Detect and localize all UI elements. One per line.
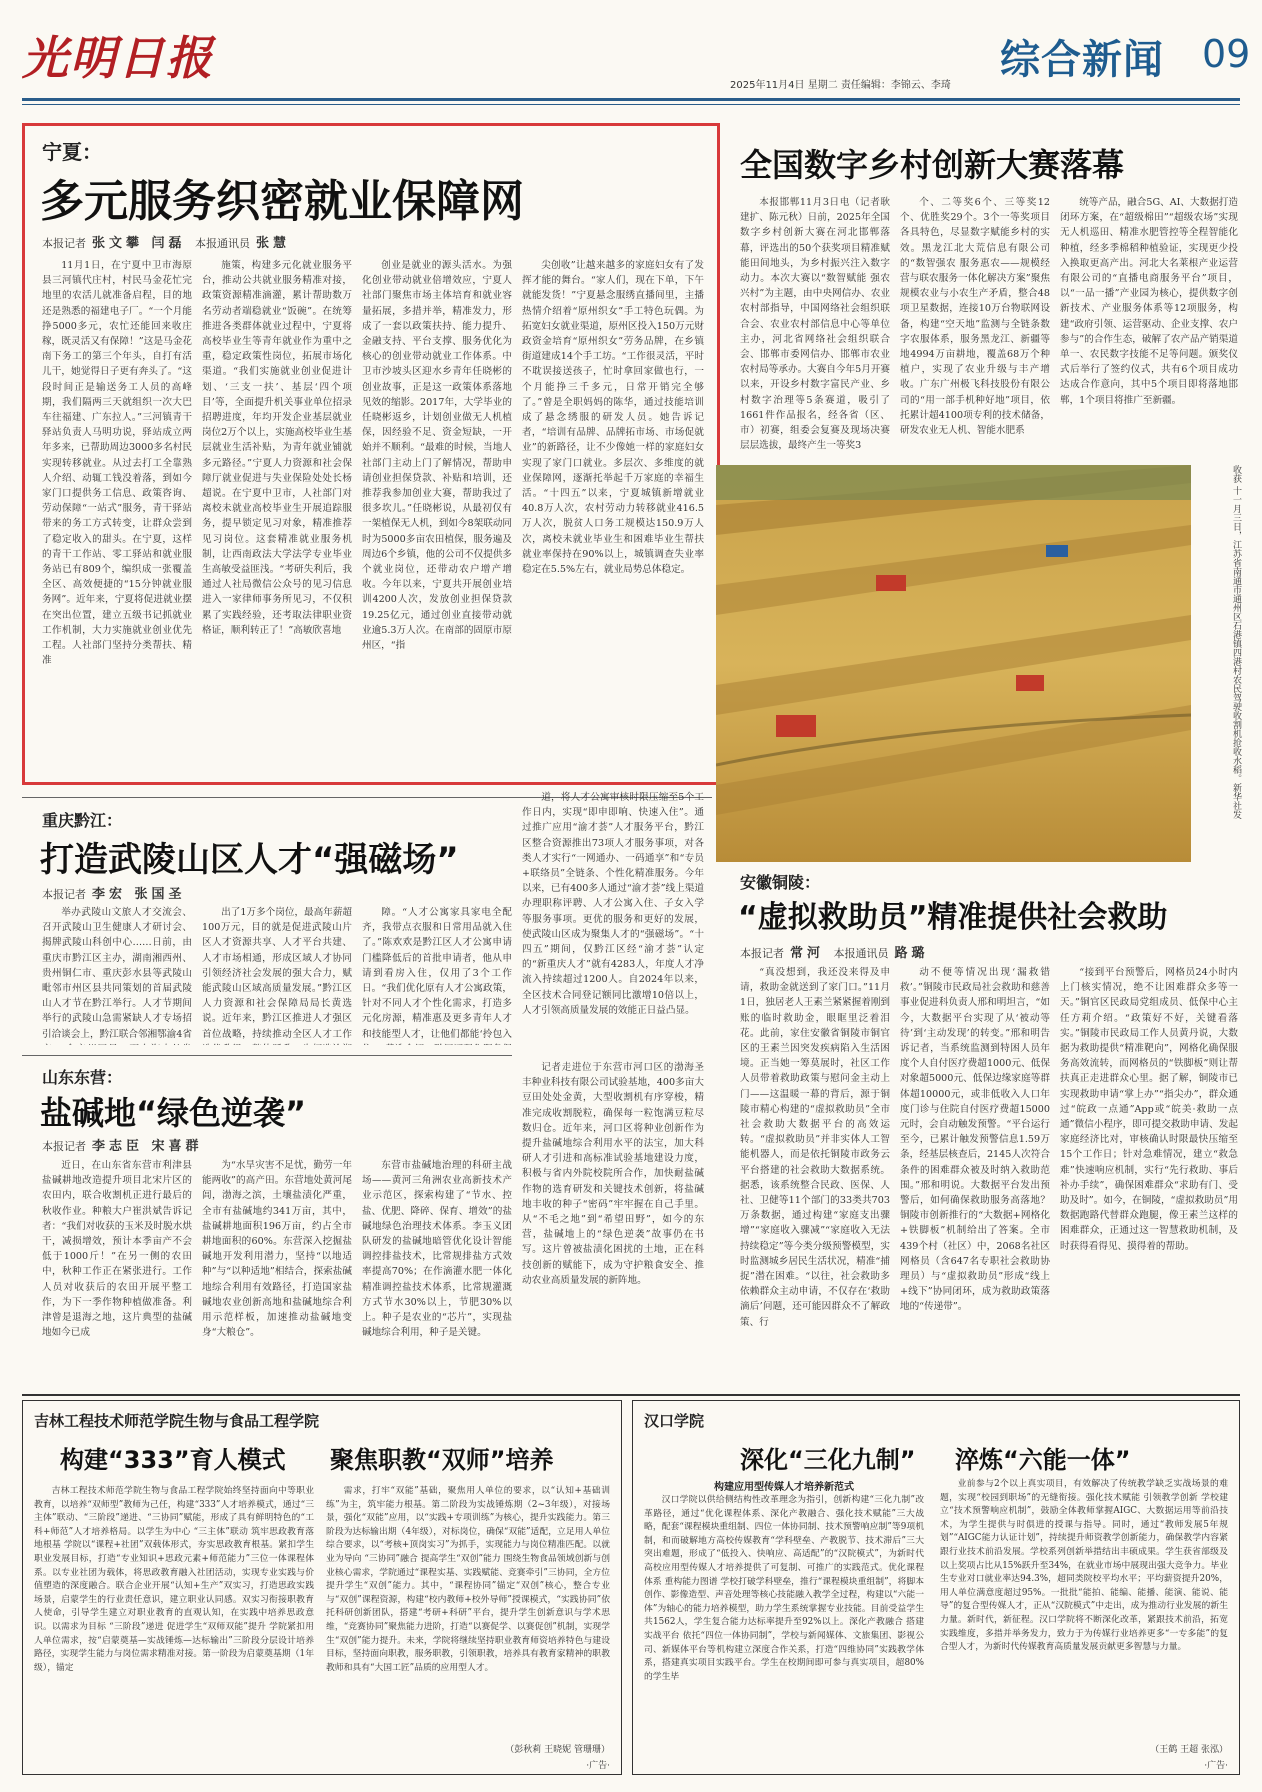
article-byline: 本报记者 张文攀 闫磊 本报通讯员 张慧 (42, 236, 291, 251)
article-column: 为“水旱灾害不足忧，勤劳一年能两收”的高产田。东营地处黄河尾闾，渤海之滨，土壤盐渍化严重，全市有盐碱地约341万亩，其中，盐碱耕地面积196万亩，约占全市耕地面积的60%。东营深入挖掘盐碱地开发利用潜力，坚持“以地适种”与“以种适地”相结合，探索盐碱地综合利用有效路径，打造国家盐碱地农业创新高地和盐碱地综合利用示范样板，加速推动盐碱地变身“大粮仓”。 (202, 1160, 352, 1339)
ad-label: ·广告· (586, 1761, 610, 1771)
college-name: 汉口学院 (644, 1412, 705, 1430)
college-name: 吉林工程技术师范学院生物与食品工程学院 (34, 1412, 320, 1430)
ad-column: 汉口学院以供给侧结构性改革理念为指引，创新构建“三化九制”改革路径，通过“优化课程体系、深化产教融合、强化技术赋能”三大战略，配套“课程模块重组制、四位一体协同制、技术预警响应制”等9项机制，和而破解地方高校传媒教育“学科壁垒、产教脱节、技术滞后”三大突出难题，形成了“低投入、快响应、高适配”的“汉院模式”，为新时代高校应用型传媒人才培养提供了可复制、可推广的实践范式。优化课程体系 重构能力图谱 学校打破学科壁垒，推行“课程模块重组制”，将脚本创作、影像造型、声音处理等核心技能融入教学全过程，构建以“六能一体”为轴心的能力培养模型，助力学生系统掌握专业技能。目前受益学生共1562人，学生复合能力达标率提升至92%以上。深化产教融合 搭建实战平台 依托“四位一体协同制”，学校与新闻媒体、文旅集团、影视公司、新媒体平台等机构建立深度合作关系，打造“四维协同”实践教学体系，搭建真实项目实践平台。学生在校期间即可参与真实项目，超80%的学生毕 (644, 1495, 924, 1682)
divider (22, 1055, 512, 1056)
article-column: 动不便等情况出现‘漏救错救’。”铜陵市民政局社会救助和慈善事业促进科负责人邢和明坦言，“如今，大数据平台实现了从‘被动等待’到‘主动发现’的转变。”邢和明告诉记者，当系统监测到特困人员年度个人自付医疗费超1000元、低保对象超5000元、低保边缘家庭等群体超10000元，或非低收入人口年度门诊与住院自付医疗费超15000元时，会自动触发预警。“平台运行至今，已累计触发预警信息1.59万条，经基层核查后，2145人次符合条件的困难群众被及时纳入救助范围。”邢和明说。大数据平台发出预警后，如何确保救助服务高落地？铜陵市创新推行的“大数据+网格化+铁脚板”机制给出了答案。全市439个村（社区）中，2068名社区网格员（含647名专职社会救助协理员）与“虚拟救助员”形成“线上+线下”协同闭环，成为救助政策落地的“传递带”。 (900, 967, 1050, 1313)
article-column: 近日，在山东省东营市利津县盐碱耕地改造提升项目北宋片区的农田内，联合收割机正进行最后的秋收作业。种粮大户崔洪斌告诉记者：“我们对收获的玉米及时脱水烘干，减损增效，预计本季亩产不会低于1000斤！”在另一侧的农田中，秋种工作正在紧张进行。工作人员对收获后的农田开展平整工作，为下一季作物种植做准备。利津曾是退海之地，这片典型的盐碱地如今已成 (42, 1160, 192, 1339)
article-column: 记者走进位于东营市河口区的渤海圣丰种业科技有限公司试验基地，400多亩大豆田处处金黄，大型收割机有序穿梭，精准完成收割脱粒，确保每一粒饱满豆粒尽数归仓。近年来，河口区将种业创新作为提升盐碱地综合利用水平的法宝，加大科研人才引进和高标准试验基地建设力度，积极与省内外院校院所合作，加快耐盐碱作物的选育研发和关键技术创新，将盐碱地丰收的种子“密码”牢牢握在自己手里。从“不毛之地”到“希望田野”，如今的东营，盐碱地上的“绿色逆袭”故事仍在书写。这片曾被盐渍化困扰的土地，正在科技创新的赋能下，成为守护粮食安全、推动农业高质量发展的新阵地。 (522, 1062, 704, 1286)
article-headline[interactable]: 盐碱地“绿色逆袭” (40, 1094, 307, 1132)
article-headline[interactable]: 全国数字乡村创新大赛落幕 (740, 146, 1125, 184)
article-column: 创业是就业的源头活水。为强化创业带动就业倍增效应，宁夏人社部门聚焦市场主体培育和就业容量拓展，多措并举，精准发力，形成了一套以政策扶持、能力提升、金融支持、平台支撑、服务优化为核心的创业带动就业工作体系。中卫市沙坡头区迎水乡青年任晓彬的创业故事，正是这一政策体系落地见效的缩影。2017年，大学毕业的任晓彬返乡，计划创业做无人机植保，因经验不足、资金短缺，一开始并不顺利。“最难的时候，当地人社部门主动上门了解情况，帮助申请创业担保贷款、补贴和培训，还推荐我参加创业大赛，帮助我过了很多坎儿。”任晓彬说，从最初仅有一架植保无人机，到如今8架联动同时为5000多亩农田植保，服务遍及周边6个乡镇，他的公司不仅提供多个就业岗位，还带动农户增产增收。今年以来，宁夏共开展创业培训4200人次，发放创业担保贷款19.25亿元，通过创业直接带动就业逾5.3万人次。在南部的固原市原州区，“指 (362, 260, 512, 652)
article-column: “真没想到，我还没来得及申请，救助金就送到了家门口。”11月1日，独居老人王素兰紧紧握着刚到账的临时救助金，眼眶里泛着泪花。此前，家住安徽省铜陵市铜官区的王素兰因突发疾病陷入生活困境。正当她一筹莫展时，社区工作人员带着救助政策与慰问金主动上门——这温暖一幕的背后，源于铜陵市精心构建的“虚拟救助员”全市社会救助大数据平台的高效运转。“虚拟救助员”并非实体人工智能机器人，而是依托铜陵市政务云平台搭建的社会救助大数据系统。据悉，该系统整合民政、医保、人社、卫健等11个部门的33类共703万条数据，通过构建“家庭支出骤增”“家庭收入骤减”“家庭收入无法持续稳定”等今类分级预警模型，实时监测城乡居民生活状况，精准“捕捉”潜在困难。“以往，社会救助多依赖群众主动申请，不仅存在‘救助滴后’问题，还可能因群众不了解政策、行 (740, 967, 890, 1328)
article-byline: 本报记者 常河 本报通讯员 路璐 (740, 946, 929, 961)
article-column: 举办武陵山文旅人才交流会、召开武陵山卫生健康人才研讨会、揭牌武陵山科创中心……日前，由重庆市黔江区主办，湖南湘西州、贵州铜仁市、重庆彭水县等武陵山毗邻市州区县共同策划的首届武陵山人才节在黔江举行。人才节期间举行的武陵山急需紧缺人才专场招引洽谈会上，黔江联合邻湘鄂渝4省 (42, 907, 192, 1040)
article-headline[interactable]: “虚拟救助员”精准提供社会救助 (738, 900, 1168, 935)
page-number: 09 (1202, 32, 1251, 76)
ad-subhead: 构建应用型传媒人才培养新范式 (714, 1482, 854, 1493)
ad-column: 业前参与2个以上真实项目，有效解决了传统教学缺乏实战场景的难题，实现“校园到职场”的无缝衔接。强化技术赋能 引领教学创新 学校建立“技术预警响应机制”，鼓励全体教师掌握AIGC、大数据运用等前沿技术，为学生提供与时俱进的授课与指导。同时，通过“教师发展5年规划”“AIGC能力认证计划”，持续提升师资教学创新能力，确保教学内容紧跟行业技术前沿发展。学校系列创新举措结出丰硕成果。学生获省部级及以上奖项占比从15%跃升至34%，在就业市场中展现出强大竞争力。毕业生专业对口就业率达94.3%，超同类院校平均水平；平均薪资提升20%，用人单位满意度超过95%。一批批“能拍、能编、能播、能演、能说、能导”的复合型传媒人才，正从“汉院模式”中走出，成为推动行业发展的新生力量。新时代，新征程。汉口学院将不断深化改革，紧跟技术前沿，拓宽实践维度，多措并举务发力，致力于为传媒行业培养更多“一专多能”的复合型人才，为新时代传媒教育高质量发展贡献更多智慧与力量。 (940, 1479, 1228, 1653)
article-column: 障。“人才公寓家具家电全配齐，我带点衣服和日常用品就入住了。”陈欢欢是黔江区人才公寓申请门槛降低后的首批申请者，他从申请到看房入住，仅用了3个工作日。“我们优化原有人才公寓政策，针对不同人才个性化需求，打造多元化房源，精准惠及更多青年人才和技能型人才，让他们都能‘拎包入 (362, 907, 512, 1040)
article-column: 道，将人才公寓审核时限压缩至5个工作日内，实现“即申即响、快速入住”。通过推广应用“渝才荟”人才服务平台，黔江区整合资源推出73项人才服务事项，对各类人才实行“一网通办、一码通享”和“专员+联络员”全链条、个性化精准服务。今年以来，已有400多人通过“渝才荟”线上渠道办理职称评聘、人才公寓入住、子女入学等服务事项。更优的服务和更好的发展，使武陵山区成为聚集人才的“强磁场”。“十四五”期间，仅黔江区经“渝才荟”认定的“新重庆人才”就有4283人，年度人才净流入持续超过1200人。自2024年以来，全区技术合同登记额同比激增10倍以上，人才引领高质量发展的效能正日益凸显。 (522, 792, 704, 1016)
ad-headline[interactable]: 构建“333”育人模式 (60, 1446, 286, 1474)
ad-headline[interactable]: 淬炼“六能一体” (955, 1446, 1131, 1474)
article-headline[interactable]: 打造武陵山区人才“强磁场” (40, 840, 459, 880)
article-kicker: 宁夏： (42, 140, 102, 164)
ad-author: （彭秋莉 王晓妮 管珊珊） (505, 1745, 610, 1755)
article-kicker: 重庆黔江： (42, 811, 123, 830)
ad-column: 吉林工程技术师范学院生物与食品工程学院始终坚持面向中等职业教育，以培养“双师型”教师为己任，构建“333”人才培养模式，通过“三主体”联动、“三阶段”递进、“三协同”赋能，形成了具有鲜明特色的“工科+师范”人才培养格局。以学生为中心 “三主体”联动 筑牢思政教育落地根基 学院以“课程+社团”双载体形式，夯实思政教育根基。紧扣学生职业发展目标，打造“专业知识+思政元素+师范能力”三位一体课程体系。以专业社团为载体，将思政教育融入社团活动，实现专业实践与价值塑造的深度融合。联合企业开展“认知+生产”双实习，打造思政实践场景，启蒙学生的行业责任意识，建立职业认同感。双实习衔接职教育人使命，引导学生建立对职业教育的直观认知，在实践中培养思政意识。以需求为目标 “三阶段”递进 促进学生“双师双能”提升 学院紧扣用人单位需求，按“启蒙奠基—实战锤炼—达标输出”三阶段分层设计培养路径，实现学生能力与岗位需求精准对接。第一阶段为启蒙奠基期（1年级），锚定 (34, 1486, 314, 1673)
header-rule-thin (22, 104, 1240, 105)
article-column: 11月1日，在宁夏中卫市海原县三河镇代庄村，村民马金花忙完地里的农活儿就准备启程，目的地还是熟悉的福建电子厂。“一个月能挣5000多元，农忙还能回来收庄稼，既灵活又有保障！”这是马金花南下务工的第三个年头，自打有活儿干，她觉得日子更有奔头了。“这段时间正是输送务工人员的高峰期，我们隔两三天就组织一次大巴车往福建、广东拉人。”三河镇青干驿站负责人马明功说，驿站成立两年多来，已帮助周边3000多名村民实现转移就业。从过去打工全靠熟人介绍、动辄工钱没着落，到如今家门口提供务工信息、政策咨询、劳动保障“一站式”服务，青干驿站带来的务工方式转变，让群众尝到了稳定收入的甜头。在宁夏，这样的青干工作站、零工驿站和就业服务站已有809个，编织成一张覆盖全区、高效便捷的“15分钟就业服务网”。近年来，宁夏将促进就业摆在突出位置，建立五级书记抓就业工作机制，大力实施就业创业优先工程。人社部门坚持分类帮扶、精准 (42, 260, 192, 667)
ad-column: 需求，打牢“双能”基础，聚焦用人单位的要求，以“认知+基础训练”为主，筑牢能力根基。第二阶段为实战锤炼期（2~3年级），对接场景，强化“双能”应用，以“实践+专项训练”为核心，提升实践能力。第三阶段为达标输出期（4年级），对标岗位，确保“双能”适配，立足用人单位综合要求，以“考核+顶岗实习”为抓手，实现能力与岗位精准匹配。以就业为导向 “三协同”融合 提高学生“双创”能力 围绕生物食品领域创新与创业核心需求，学院通过“课程实基、实践赋能、竞赛牵引”三协同，全方位提升学生“双创”能力。其中，“课程协同”锚定“双创”核心，整合专业与“双创”课程资源，构建“校内教师+校外导师”授课模式，“实践协同”依托科研创新团队，搭建“考研+科研”平台，提升学生创新意识与学术思维，“竞赛协同”聚焦能力进阶，打造“以赛促学、以赛促创”机制，实现学生“双创”能力提升。未来，学院将继续坚持职业教育师资培养特色与建设目标，坚持面向职教，服务职教，引领职教，培养具有教育家精神的职教教师和具有“大国工匠”品质的应用型人才。 (326, 1486, 610, 1673)
harvest-photo (716, 465, 1191, 862)
article-column: 尖创收”让越来越多的家庭妇女有了发挥才能的舞台。“家人们，现在下单，下午就能发货！”宁夏悬念服绣直播间里，主播热情介绍着“原州织女”手工特色玩偶。为拓宽妇女就业渠道，原州区投入150万元财政资金培育“原州织女”劳务品牌，在乡镇街道建成14个手工坊。“工作很灵活，平时不耽误接送孩子，忙时拿回家做也行，一个月能挣三千多元，日常开销完全够了。”曾是全职妈妈的陈华，通过技能培训成了悬念绣服的研发人员。她告诉记者，“培训有品牌、品牌拓市场、市场促就业”的新路径，让不少像她一样的家庭妇女实现了家门口就业。多层次、多维度的就业保障网，逐渐托举起千万家庭的幸福生活。“十四五”以来，宁夏城镇新增就业40.8万人次，农村劳动力转移就业416.5万人次，脱贫人口务工规模达150.9万人次，离校未就业毕业生和困难毕业生帮扶就业率保持在90%以上，城镇调查失业率稳定在5.5%左右，就业局势总体稳定。 (522, 260, 704, 576)
divider (22, 1394, 1240, 1396)
ad-author: （王鹤 王超 张泓） (1150, 1745, 1228, 1755)
article-column: 施策，构建多元化就业服务平台，推动公共就业服务精准对接，政策资源精准滴灌，累计帮助数万名劳动者端稳就业“饭碗”。在统筹推进各类群体就业过程中，宁夏将高校毕业生等青年就业作为重中之重，稳定政策性岗位，拓展市场化渠道。“我们实施就业创业促进计划、‘三支一扶’、基层‘四个项目’等，全面提升机关事业单位招录招聘进度，年均开发企业基层就业岗位2万个以上，实施高校毕业生基层就业生活补贴，为青年就业铺就多元路径。”宁夏人力资源和社会保障厅就业促进与失业保险处处长杨超说。在宁夏中卫市，人社部门对离校未就业高校毕业生开展追踪服务，提早锁定见习对象，精准推荐见习岗位。这套精准就业服务机制，让西南政法大学法学专业毕业生高敏受益匪浅。“考研失利后，我通过人社局微信公众号的见习信息进入一家律师事务所见习，不仅积累了实践经验，还考取法律职业资格证，顺利转正了！”高敏欣喜地 (202, 260, 352, 636)
article-column: 个、二等奖6个、三等奖12个、优胜奖29个。3个一等奖项目各具特色，尽显数字赋能乡村的实效。黑龙江北大荒信息有限公司的“数智强农 服务惠农——规模经营与联农服务一体化解决方案”聚焦规模农业与小农生产矛盾，整合48项卫星数据，连接10万台物联网设备，构建“空天地”监测与全链条数字农服体系，服务黑龙江、新疆等地4994万亩耕地，覆盖68万个种植户，实现了农业升级与丰产增收。广东广州极飞科技股份有限公司的“用一部手机种好地”项目，依托累计超4100项专利的技术储备，研发农业无人机、智能水肥系 (900, 197, 1050, 437)
ad-headline[interactable]: 聚焦职教“双师”培养 (330, 1446, 554, 1474)
article-column: 东营市盐碱地治理的科研主战场——黄河三角洲农业高新技术产业示范区，探索构建了“节水、控盐、优肥、降碎、保育、增效”的盐碱地绿色治理技术体系。李玉义团队研发的盐碱地暗管优化设计智能调控排盐技术，比常规排盐方式效率提高70%；在作滴灌水肥一体化精准调控盐技术体系，比常规灌溉方式节水30%以上，节肥30%以上。种子是农业的“芯片”，实现盐碱地综合利用，种子是关键。 (362, 1160, 512, 1339)
newspaper-logo: 光明日报 (22, 31, 214, 85)
article-byline: 本报记者 李宏 张国圣 (42, 887, 186, 902)
article-byline: 本报记者 李志臣 宋喜群 (42, 1139, 203, 1154)
article-column: 出了1万多个岗位，最高年薪超100万元，目的就是促进武陵山片区人才资源共享、人才平台共建、人才市场相通，形成区域人才协同引领经济社会发展的强大合力，赋能武陵山区域高质量发展。”黔江区人力资源和社会保障局局长黄选说。近年来，黔江区推进人才强区首位战略，持续推动全区人才工作 (202, 907, 352, 1040)
header-rule (22, 98, 1240, 101)
article-headline[interactable]: 多元服务织密就业保障网 (40, 176, 524, 227)
article-kicker: 山东东营： (42, 1068, 123, 1087)
ad-label: ·广告· (1204, 1761, 1228, 1771)
dateline: 2025年11月4日 星期二 责任编辑：李锦云、李琦 (730, 80, 951, 91)
ad-headline[interactable]: 深化“三化九制” (740, 1446, 916, 1474)
article-column: “接到平台预警后，网格员24小时内上门核实情况，绝不让困难群众多等一天。”铜官区民政局党组成员、低保中心主任方莉介绍。“政策好不好，关键看落实。”铜陵市民政局工作人员黄丹说，大数据为救助提供“精准靶向”，网格化确保服务高效流转，而网格员的“铁脚板”则让帮扶真正走进群众心里。据了解，铜陵市已实现救助申请“掌上办”“指尖办”，群众通过“皖政一点通”App或“皖美·救助一点通”微信小程序，即可提交救助申请、发起家庭经济比对，审核确认时限最快压缩至15个工作日；针对急难情况，建立“救急难”快速响应机制，实行“先行救助、事后补办手续”，确保困难群众“求助有门、受助及时”。如今，在铜陵，“虚拟救助员”用数据跑路代替群众跑腿，像王素兰这样的困难群众，正通过这一智慧救助机制，及时获得看得见、摸得着的帮助。 (1060, 967, 1238, 1252)
section-title: 综合新闻 (1000, 37, 1164, 83)
article-kicker: 安徽铜陵： (740, 873, 821, 892)
article-column: 本报邯郸11月3日电（记者耿建扩、陈元秋）日前，2025年全国数字乡村创新大赛在河北邯郸落幕，评选出的50个获奖项目精准赋能田间地头，为乡村振兴注入数字动力。本次大赛以“数智赋能 强农兴村”为主题，由中央网信办、农业农村部指导，中国网络社会组织联合会、农业农村部信息中心等单位主办，河北省网络社会组织联合会、邯郸市委网信办、邯郸市农业农村局等承办。大赛自今年5月开赛以来，开设乡村数字富民产业、乡村数字治理等5条赛道，吸引了1661件作品报名，经各省（区、市）初赛，组委会复赛及现场决赛层层选拔，最终产生一等奖3 (740, 197, 890, 452)
article-column: 统等产品，融合5G、AI、大数据打造闭环方案，在“超级棉田”“超级农场”实现无人机巡田、精准水肥管控等全程智能化种植，经多季棉稻种植验证，实现更少投入换取更高产出。河北大名莱根产业运营有限公司的“直播电商服务平台”项目，以“一品一播”产业园为核心，提供数字创新技术、产业服务体系等12项服务，构建“政府引领、运营驱动、企业支撑、农户参与”的合作生态，破解了农产品产销渠道单一、农民数字技能不足等问题。颁奖仪式后举行了签约仪式，共有6个项目成功达成合作意向，其中5个项目即将落地邯郸，1个项目将推广至新疆。 (1060, 197, 1238, 406)
photo-caption: 收获 十一月三日，江苏省南通市通州区石港镇四港村农民驾驶收割机抢收水稻。新华社发 (1231, 465, 1241, 819)
